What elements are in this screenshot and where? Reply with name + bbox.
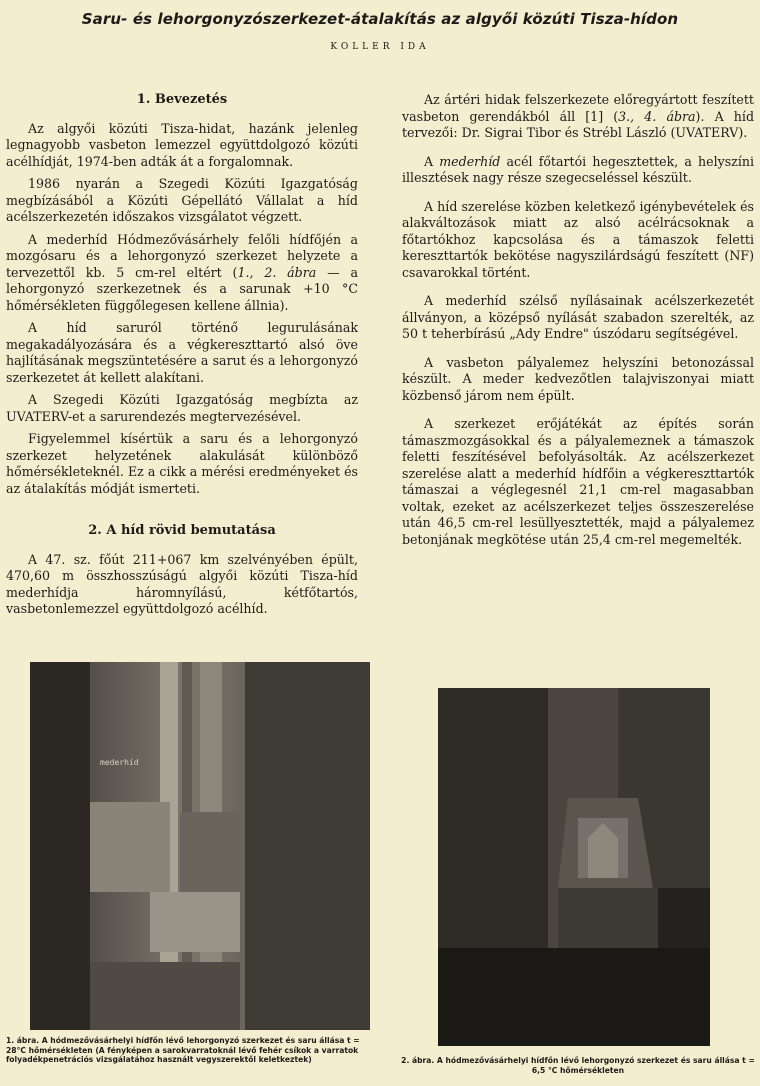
paragraph: A mederhíd Hódmezővásárhely felőli hídfőjén a mozgósaru és a lehorgonyzó szerkezet helyzete a tervezettől kb. 5 cm-rel eltért (1., 2. ábra — a lehorgonyzó szerkezetnek és a sarunak +10 °C hőmérsékleten függőlegesen kellene állnia). xyxy=(6,231,359,313)
right-column xyxy=(402,92,754,560)
paragraph: A híd saruról történő legurulásának megakadályozására és a végkereszttartó alsó öve hajlításának megszüntetésére a sarut és a lehorgonyzó szerkezetet át kellett alakítani. xyxy=(6,320,358,385)
section-heading-introduction: 1. Bevezetés xyxy=(136,92,228,107)
figure-1-caption: 1. ábra. A hódmezővásárhelyi hídfőn lévő lehorgonyzó szerkezet és saru állása t = 28°C hőmérsékleten (A fényképen a sarokvarratoknál lévő fehér csíkok a varratok folyadékpenetrációs vizsgálatához használt vegyszerektől keletkeztek) xyxy=(6,1036,360,1064)
figure-2-caption: 2. ábra. A hódmezővásárhelyi hídfőn lévő lehorgonyzó szerkezet és saru állása t = 6,5 °C hőmérsékleten xyxy=(401,1056,755,1075)
author-name: KOLLER IDA xyxy=(330,42,430,52)
left-column xyxy=(6,92,358,624)
paragraph: Figyelemmel kísértük a saru és a lehorgonyzó szerkezet helyzetének alakulását különböző hőmérsékleteknél. Ez a cikk a mérési eredményeket és az átalakítás módját ismerteti. xyxy=(6,431,358,496)
paragraph: Az ártéri hidak felszerkezete előregyártott feszített vasbeton gerendákból áll [1] (3., 4. ábra). A híd tervezői: Dr. Sigrai Tibor és Strébl László (UVATERV). xyxy=(402,92,755,140)
bearing-anchor-photo-1 xyxy=(30,662,370,1030)
article-title: Saru- és lehorgonyzószerkezet-átalakítás az algyői közúti Tisza-hídon xyxy=(81,10,679,28)
figure-1-photo xyxy=(30,662,370,1030)
paragraph: A Szegedi Közúti Igazgatóság megbízta az UVATERV-et a sarurendezés megtervezésével. xyxy=(6,392,358,424)
paragraph: Az algyői közúti Tisza-hidat, hazánk jelenleg legnagyobb vasbeton lemezzel együttdolgozó közúti acélhídját, 1974-ben adták át a forgalomnak. xyxy=(6,120,358,169)
paragraph: A híd szerelése közben keletkező igénybevételek és alakváltozások miatt az alsó acélrácsoknak a főtartókhoz kapcsolása és a támaszok feletti kereszttartók bekötése nagyszilárdságú feszített (NF) csavarokkal történt. xyxy=(402,198,754,280)
paragraph: A 47. sz. főút 211+067 km szelvényében épült, 470,60 m összhosszúságú algyői közúti Tisza-híd mederhídja háromnyílású, kétfőtartós, vasbetonlemezzel együttdolgozó acélhíd. xyxy=(6,551,358,616)
bearing-anchor-photo-2 xyxy=(438,688,710,1046)
figure-reference: 1., 2. ábra xyxy=(237,264,317,280)
paragraph: A mederhíd szélső nyílásainak acélszerkezetét állványon, a középső nyílását szabadon szerelték, az 50 t teherbírású „Ady Endre" úszódaru segítségével. xyxy=(402,293,754,341)
paragraph: A szerkezet erőjátékát az építés során támaszmozgásokkal és a pályalemeznek a támaszok feletti feszítésével befolyásolták. Az acélszerkezet szerelése alatt a mederhíd hídfőin a végkereszttartók támaszai a véglegesnél 21,1 cm-rel magasabban voltak, ezeket az acélszerkezet teljes összeszerelése után 46,5 cm-rel lesüllyesztették, majd a pályalemez betonjának megkötése után 25,4 cm-rel megemelték. xyxy=(402,416,754,547)
section-heading-bridge: 2. A híd rövid bemutatása xyxy=(88,523,276,538)
photo-label: mederhíd xyxy=(100,758,139,767)
paragraph: 1986 nyarán a Szegedi Közúti Igazgatóság megbízásából a Közúti Gépellátó Vállalat a híd acélszerkezetén időszakos vizsgálatot végzett. xyxy=(6,176,358,224)
figure-2-photo xyxy=(438,688,710,1046)
paragraph: A vasbeton pályalemez helyszíni betonozással készült. A meder kedvezőtlen talajviszonyai miatt közbenső járom nem épült. xyxy=(402,354,754,403)
paragraph: A mederhíd acél főtartói hegesztettek, a helyszíni illesztések nagy része szegecseléssel készült. xyxy=(402,153,754,185)
figure-reference: 3., 4. ábra xyxy=(618,108,696,124)
